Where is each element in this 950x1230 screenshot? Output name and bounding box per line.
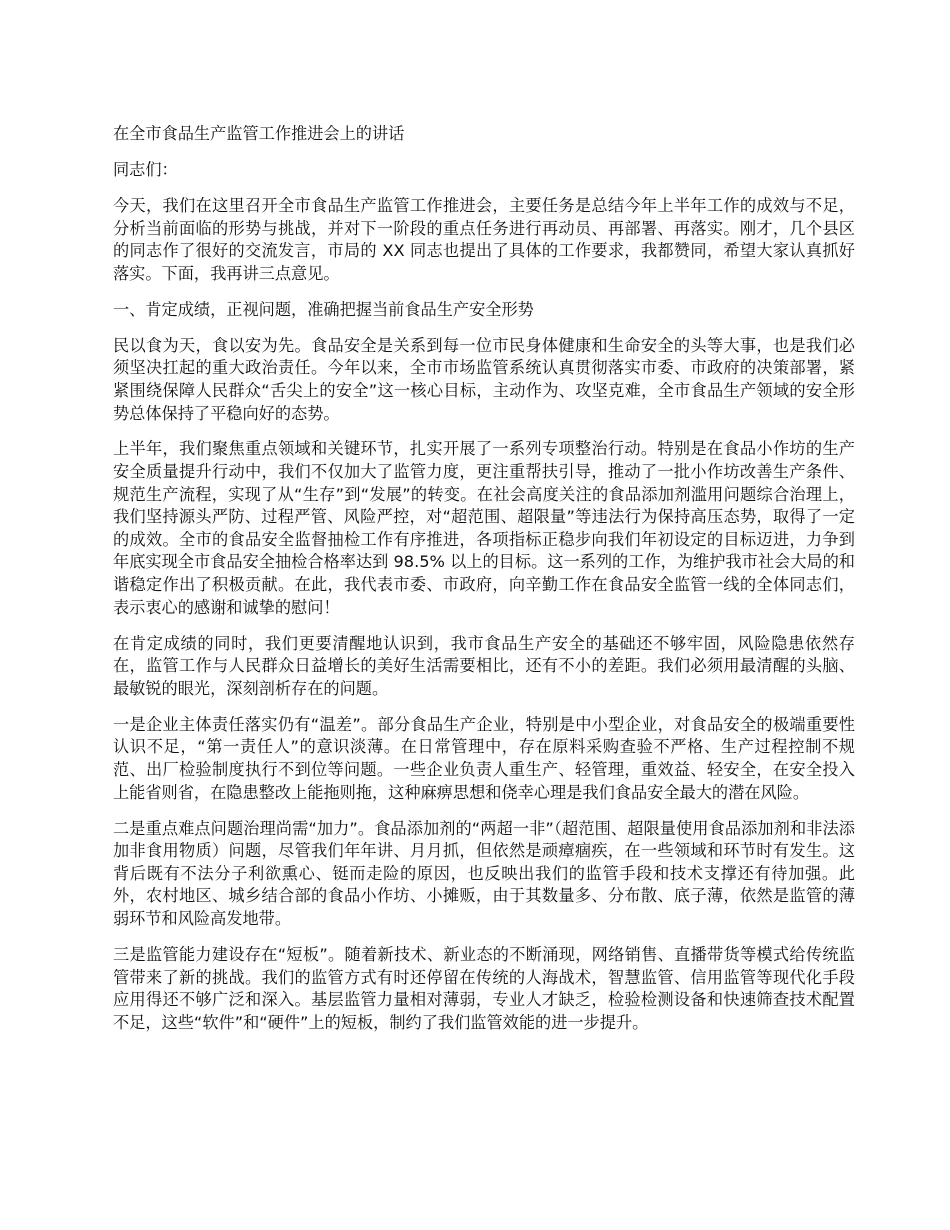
opening-paragraph: 今天，我们在这里召开全市食品生产监管工作推进会，主要任务是总结今年上半年工作的成效与不足，分析当前面临的形势与挑战，并对下一阶段的重点任务进行再动员、再部署、再落实。刚才，几个县区的同志作了很好的交流发言，市局的 XX 同志也提出了具体的工作要求，我都赞同，希望大家认真抓好落实。下面，我再讲三点意见。: [113, 195, 855, 283]
paragraph-problem-two: 二是重点难点问题治理尚需“加力”。食品添加剂的“两超一非”（超范围、超限量使用食品添加剂和非法添加非食用物质）问题，尽管我们年年讲、月月抓，但依然是顽瘴痼疾，在一些领域和环节时有发生。这背后既有不法分子利欲熏心、铤而走险的原因，也反映出我们的监管手段和技术支撑还有待加强。此外，农村地区、城乡结合部的食品小作坊、小摊贩，由于其数量多、分布散、底子薄，依然是监管的薄弱环节和风险高发地带。: [113, 818, 855, 928]
paragraph-problem-one: 一是企业主体责任落实仍有“温差”。部分食品生产企业，特别是中小型企业，对食品安全的极端重要性认识不足，“第一责任人”的意识淡薄。在日常管理中，存在原料采购查验不严格、生产过程控制不规范、出厂检验制度执行不到位等问题。一些企业负责人重生产、轻管理，重效益、轻安全，在安全投入上能省则省，在隐患整改上能拖则拖，这种麻痹思想和侥幸心理是我们食品安全最大的潜在风险。: [113, 714, 855, 802]
paragraph-food-safety-importance: 民以食为天，食以安为先。食品安全是关系到每一位市民身体健康和生命安全的头等大事，也是我们必须坚决扛起的重大政治责任。今年以来，全市市场监管系统认真贯彻落实市委、市政府的决策部署，紧紧围绕保障人民群众“舌尖上的安全”这一核心目标，主动作为、攻坚克难，全市食品生产领域的安全形势总体保持了平稳向好的态势。: [113, 335, 855, 423]
section-heading: 一、肯定成绩，正视问题，准确把握当前食品生产安全形势: [113, 299, 534, 319]
document-page: [113, 123, 855, 1048]
salutation: 同志们：: [113, 159, 178, 179]
document-title: 在全市食品生产监管工作推进会上的讲话: [113, 124, 405, 143]
paragraph-remaining-problems: 在肯定成绩的同时，我们更要清醒地认识到，我市食品生产安全的基础还不够牢固，风险隐患依然存在，监管工作与人民群众日益增长的美好生活需要相比，还有不小的差距。我们必须用最清醒的头脑、最敏锐的眼光，深刻剖析存在的问题。: [113, 633, 855, 698]
paragraph-first-half-achievements: 上半年，我们聚焦重点领域和关键环节，扎实开展了一系列专项整治行动。特别是在食品小作坊的生产安全质量提升行动中，我们不仅加大了监管力度，更注重帮扶引导，推动了一批小作坊改善生产条件、规范生产流程，实现了从“生存”到“发展”的转变。在社会高度关注的食品添加剂滥用问题综合治理上，我们坚持源头严防、过程严管、风险严控，对“超范围、超限量”等违法行为保持高压态势，取得了一定的成效。全市的食品安全监督抽检工作有序推进，各项指标正稳步向我们年初设定的目标迈进，力争到年底实现全市食品安全抽检合格率达到 98.5% 以上的目标。这一系列的工作，为维护我市社会大局的和谐稳定作出了积极贡献。在此，我代表市委、市政府，向辛勤工作在食品安全监管一线的全体同志们，表示衷心的感谢和诚挚的慰问！: [113, 439, 855, 617]
paragraph-problem-three: 三是监管能力建设存在“短板”。随着新技术、新业态的不断涌现，网络销售、直播带货等模式给传统监管带来了新的挑战。我们的监管方式有时还停留在传统的人海战术，智慧监管、信用监管等现代化手段应用得还不够广泛和深入。基层监管力量相对薄弱，专业人才缺乏，检验检测设备和快速筛查技术配置不足，这些“软件”和“硬件”上的短板，制约了我们监管效能的进一步提升。: [113, 944, 855, 1032]
